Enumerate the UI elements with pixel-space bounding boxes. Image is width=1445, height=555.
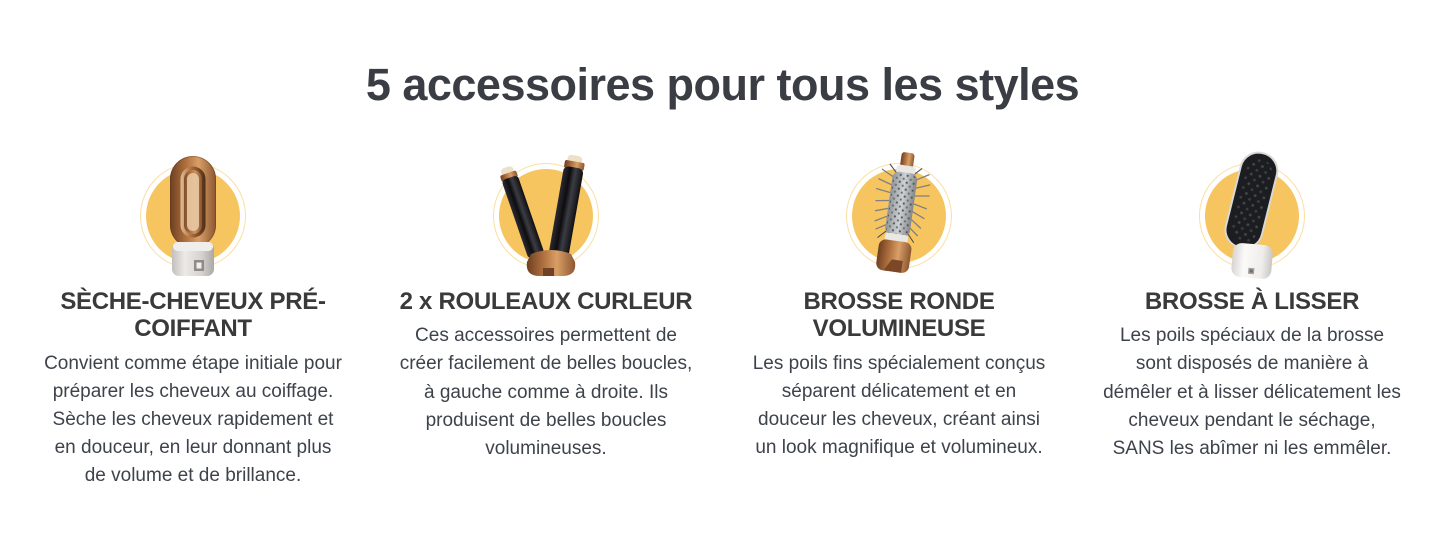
pre-styling-dryer-image — [128, 152, 258, 280]
feature-card-pre-styling-dryer — [43, 152, 343, 490]
smoothing-brush-image — [1187, 152, 1317, 280]
feature-card-round-brush — [749, 152, 1049, 490]
feature-card-smoothing-brush — [1102, 152, 1402, 490]
feature-description: Ces accessoires permettent de créer facilement de belles boucles, à gauche comme à droite. Ils produisent de belles boucles volumineuses. — [399, 325, 693, 459]
round-volumizing-brush-image — [834, 152, 964, 280]
pre-styling-dryer-icon — [157, 154, 229, 278]
feature-heading: SÈCHE-CHEVEUX PRÉ-COIFFANT — [60, 288, 326, 343]
section-title: 5 accessoires pour tous les styles — [365, 59, 1080, 110]
feature-heading: 2 x ROULEAUX CURLEUR — [399, 288, 693, 315]
feature-heading: BROSSE À LISSER — [1144, 288, 1360, 315]
curler-barrels-image — [481, 152, 611, 280]
curler-barrels-icon — [500, 154, 592, 278]
feature-card-curler-barrels — [396, 152, 696, 490]
feature-description: Les poils fins spécialement conçus séparent délicatement et en douceur les cheveux, créant ainsi un look magnifique et volumineux. — [752, 352, 1046, 459]
feature-description: Convient comme étape initiale pour préparer les cheveux au coiffage. Sèche les cheveux rapidement et en douceur, en leur donnant plus de volume et de brillance. — [44, 352, 342, 487]
feature-heading: BROSSE RONDE VOLUMINEUSE — [803, 288, 995, 343]
round-volumizing-brush-icon — [851, 152, 947, 280]
feature-description: Les poils spéciaux de la brosse sont disposés de manière à démêler et à lisser délicatement les cheveux pendant le séchage, SANS les abîmer ni les emmêler. — [1103, 325, 1401, 459]
feature-row — [0, 152, 1445, 490]
smoothing-brush-icon — [1206, 152, 1298, 280]
